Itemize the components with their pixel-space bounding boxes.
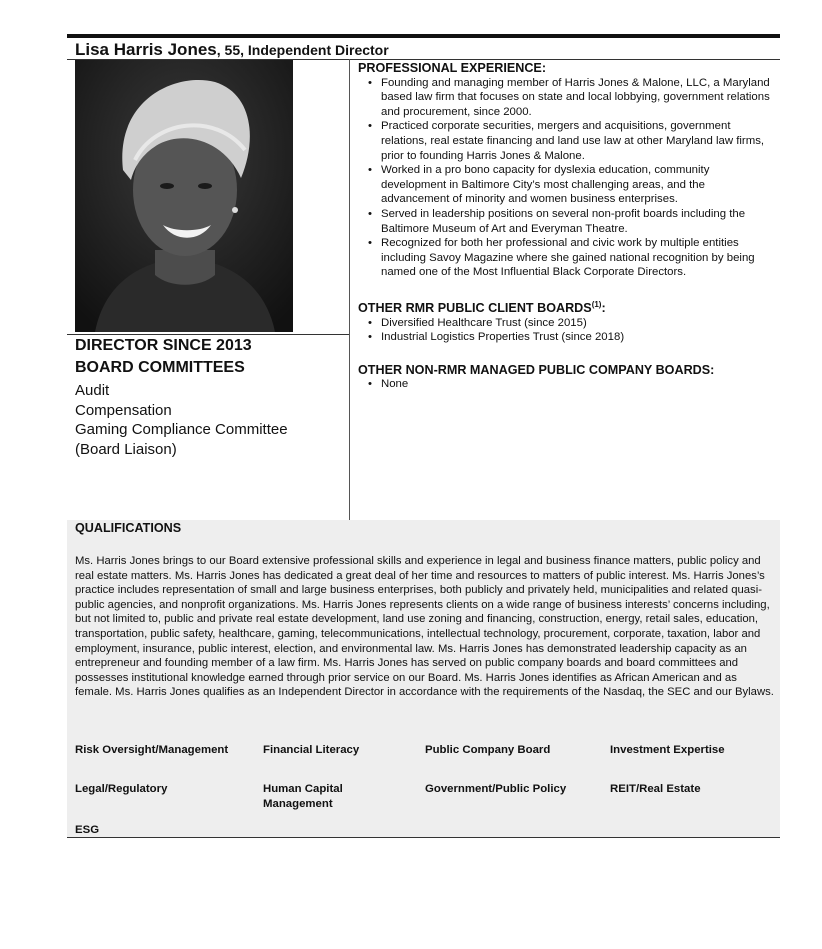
skill-item: Risk Oversight/Management <box>75 744 229 756</box>
non-rmr-boards-title: OTHER NON-RMR MANAGED PUBLIC COMPANY BOARDS: <box>358 362 715 377</box>
skill-item: REIT/Real Estate <box>610 783 701 795</box>
top-rule <box>67 34 780 38</box>
rmr-boards-title-text: OTHER RMR PUBLIC CLIENT BOARDS <box>358 301 592 316</box>
director-name: Lisa Harris Jones <box>75 40 217 59</box>
board-committees-title: BOARD COMMITTEES <box>75 359 245 376</box>
qualifications-panel <box>67 520 780 837</box>
non-rmr-boards-list <box>358 377 773 392</box>
column-divider <box>349 59 350 520</box>
rmr-board-item: • Industrial Logistics Properties Trust (since 2018) <box>381 330 773 345</box>
experience-item: • Founding and managing member of Harris Jones & Malone, LLC, a Maryland based law firm that focuses on state and local lobbying, government relations and procurement, since 2000. <box>381 76 773 120</box>
skill-item: Government/Public Policy <box>425 783 567 795</box>
committee-item: Gaming Compliance Committee <box>75 421 288 438</box>
qualifications-title: QUALIFICATIONS <box>75 521 182 535</box>
bottom-rule <box>67 837 780 838</box>
rmr-boards-colon: : <box>601 301 606 316</box>
qualifications-text: Ms. Harris Jones brings to our Board extensive professional skills and experience in legal and business finance matters, public policy and real estate matters. Ms. Harris Jones has dedicated a great deal of her time and resources to matters of public interest. Ms. Harris Jones’s practice includes representation of small and large business enterprises, both publicly and privately held, municipalities and related quasi-public agencies, and nonprofit organizations. Ms. Harris Jones represents clients on a wide range of business interests’ concerns including, but not limited to, public and private real estate development, land use zoning and financing, construction, energy, retail sales, education, transportation, public safety, healthcare, gaming, telecommunications, intellectual technology, procurement, corporate, taxation, labor and employment, insurance, public interest, election, and environmental law. Ms. Harris Jones has demonstrated leadership capacity as an entrepreneur and founding member of a law firm. Ms. Harris Jones has served on public company boards and board committees and possesses institutional knowledge earned through prior service on our Board. Ms. Harris Jones identifies as African American and as female. Ms. Harris Jones qualifies as an Independent Director in accordance with the requirements of the Nasdaq, the SEC and our Bylaws. <box>75 555 774 699</box>
skill-item: Public Company Board <box>425 744 551 756</box>
skill-item: ESG <box>75 824 100 836</box>
rmr-board-item: • Diversified Healthcare Trust (since 2015) <box>381 316 773 331</box>
skill-item: Human Capital Management <box>263 783 343 810</box>
footnote-marker: (1) <box>591 299 602 309</box>
committee-item: (Board Liaison) <box>75 440 177 458</box>
rmr-boards-list <box>358 316 773 345</box>
experience-column <box>358 61 773 392</box>
committee-item: Compensation <box>75 401 172 419</box>
left-column-rule <box>67 334 349 335</box>
director-header <box>75 40 389 60</box>
experience-title: PROFESSIONAL EXPERIENCE: <box>358 61 547 75</box>
director-photo <box>75 60 293 332</box>
rmr-boards-title <box>358 298 773 316</box>
non-rmr-board-item: • None <box>381 377 773 392</box>
experience-item: • Practiced corporate securities, mergers and acquisitions, government relations, real estate financing and land use law at other Maryland law firms, prior to founding Harris Jones & Malone. <box>381 119 773 163</box>
director-since: DIRECTOR SINCE 2013 <box>75 337 252 354</box>
committee-item: Audit <box>75 382 110 399</box>
experience-item: • Recognized for both her professional and civic work by multiple entities including Savoy Magazine where she gained national recognition by being named one of the Most Influential Black Corporate Directors. <box>381 236 773 280</box>
director-meta: , 55, Independent Director <box>216 42 389 58</box>
committee-list <box>75 381 288 459</box>
skill-item: Financial Literacy <box>263 744 360 756</box>
skill-item: Investment Expertise <box>610 744 725 756</box>
skill-item: Legal/Regulatory <box>75 783 168 795</box>
experience-item: • Worked in a pro bono capacity for dyslexia education, community development in Baltimore City’s most challenging areas, and the advancement of minority and women business enterprises. <box>381 163 773 207</box>
experience-list <box>358 76 773 280</box>
experience-item: • Served in leadership positions on several non-profit boards including the Baltimore Museum of Art and Everyman Theatre. <box>381 207 773 236</box>
